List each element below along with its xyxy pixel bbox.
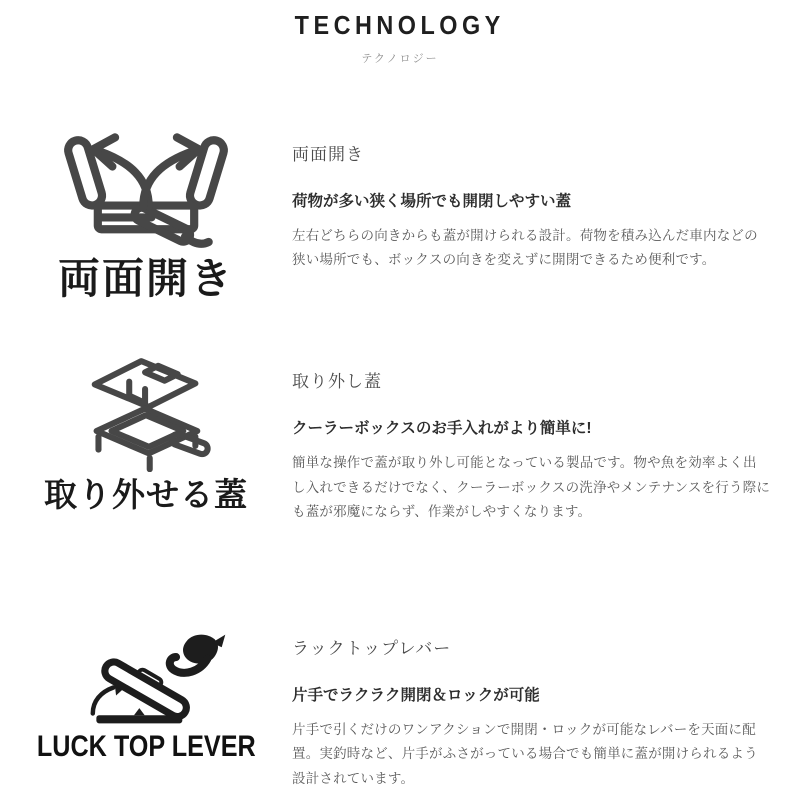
feature-title: 両面開き [292, 145, 364, 164]
luck-top-lever-icon-label: LUCK TOP LEVER [36, 730, 256, 764]
feature-text-removable-lid [292, 349, 770, 524]
double-sided-opening-icon-block [0, 120, 292, 303]
feature-text-double-sided-opening [292, 120, 770, 273]
feature-row-double-sided-opening [0, 120, 800, 303]
removable-lid-icon [76, 349, 216, 472]
feature-text-luck-top-lever [292, 632, 770, 791]
feature-body: 左右どちらの向きからも蓋が開けられる設計。荷物を積み込んだ車内などの狭い場所でも、ボックスの向きを変えずに開閉できるため便利です。 [292, 228, 758, 268]
luck-top-lever-icon-block [0, 632, 292, 765]
removable-lid-icon-block [0, 349, 292, 514]
feature-title: ラックトップレバー [292, 639, 452, 659]
feature-body: 片手で引くだけのワンアクションで開閉・ロックが可能なレバーを天面に配置。実釣時など、片手がふさがっている場合でも簡単に蓋が開けられるよう設計されています。 [292, 722, 758, 786]
feature-row-removable-lid [0, 349, 800, 524]
feature-subtitle: 荷物が多い狭く場所でも開閉しやすい蓋 [292, 193, 572, 210]
feature-subtitle: 片手でラクラク開閉＆ロックが可能 [292, 687, 540, 705]
double-sided-opening-icon [46, 120, 246, 253]
feature-title: 取り外し蓋 [292, 372, 382, 392]
page-title: TECHNOLOGY [294, 10, 506, 40]
luck-top-lever-icon [39, 632, 254, 726]
removable-lid-icon-label: 取り外せる蓋 [44, 476, 248, 514]
double-sided-opening-icon-label: 両面開き [57, 255, 234, 302]
feature-body: 簡単な操作で蓋が取り外し可能となっている製品です。物や魚を効率よく出し入れできるだけでなく、クーラーボックスの洗浄やメンテナンスを行う際にも蓋が邪魔にならず、作業がしやすくなります。 [292, 455, 771, 519]
feature-subtitle: クーラーボックスのお手入れがより簡単に! [292, 420, 592, 438]
feature-row-luck-top-lever [0, 632, 800, 791]
page-subtitle: テクノロジー [361, 53, 439, 65]
page-header [0, 0, 800, 66]
